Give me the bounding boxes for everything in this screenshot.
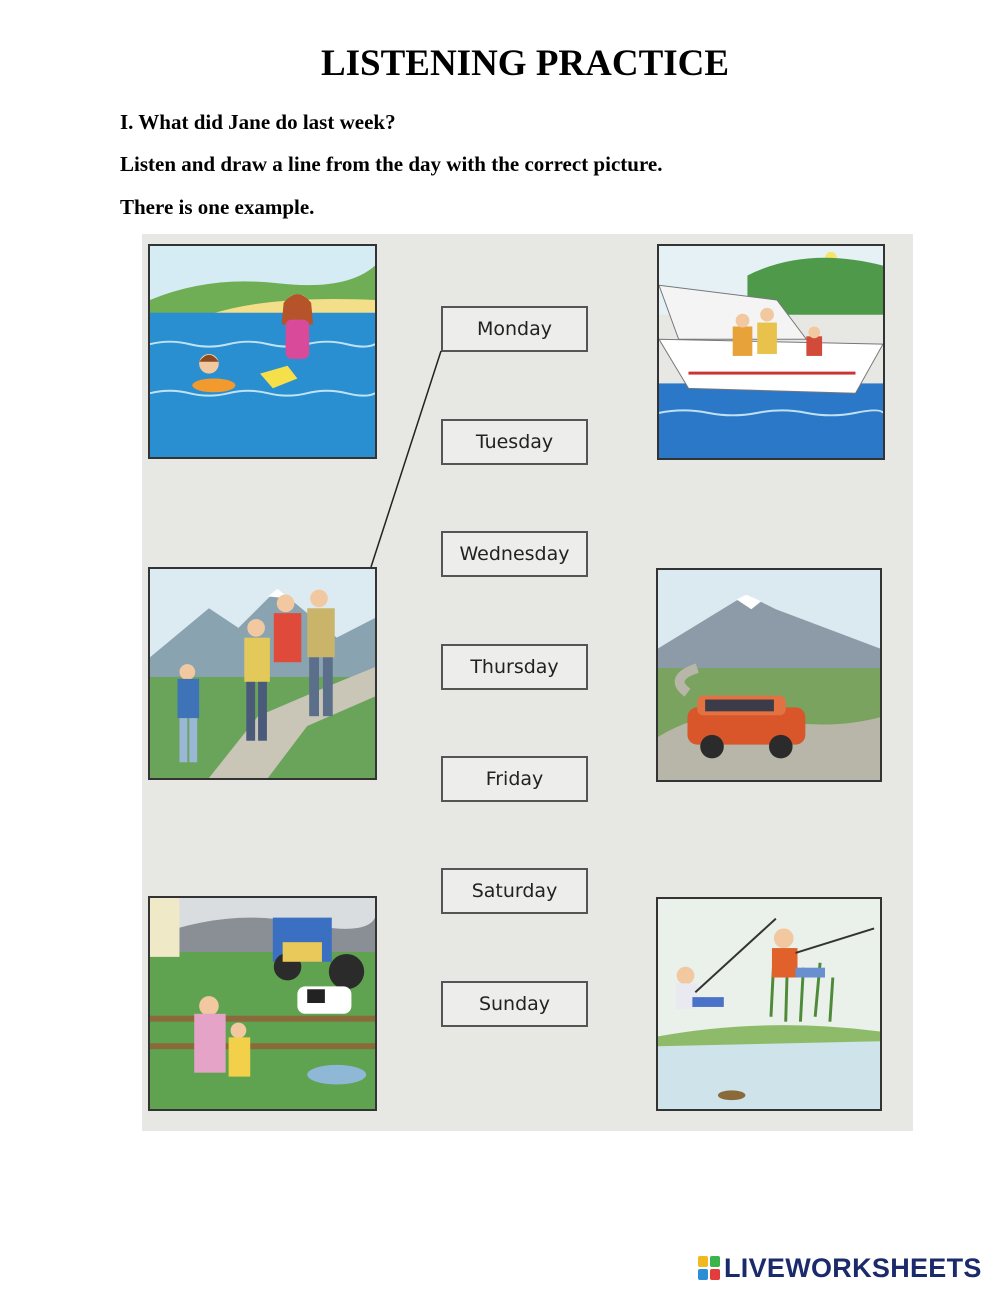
- instruction-question: I. What did Jane do last week?: [120, 110, 396, 134]
- day-box-saturday[interactable]: Saturday: [441, 868, 588, 914]
- logo-square: [710, 1269, 720, 1280]
- day-box-wednesday[interactable]: Wednesday: [441, 531, 588, 577]
- instruction-example: There is one example.: [120, 195, 315, 219]
- instruction-task: Listen and draw a line from the day with the correct picture.: [120, 152, 663, 176]
- fishing-illustration: [658, 899, 880, 1109]
- liveworksheets-brand: [698, 1253, 982, 1283]
- page-title: LISTENING PRACTICE: [320, 43, 730, 84]
- day-box-friday[interactable]: Friday: [441, 756, 588, 802]
- day-box-sunday[interactable]: Sunday: [441, 981, 588, 1027]
- day-box-thursday[interactable]: Thursday: [441, 644, 588, 690]
- brand-text: LIVEWORKSHEETS: [724, 1252, 982, 1283]
- logo-square: [710, 1256, 720, 1267]
- day-box-tuesday[interactable]: Tuesday: [441, 419, 588, 465]
- picture-fishing[interactable]: [656, 897, 882, 1111]
- swimming-illustration: [150, 246, 375, 457]
- hiking-illustration: [150, 569, 375, 778]
- picture-swimming[interactable]: [148, 244, 377, 459]
- farm-illustration: [150, 898, 375, 1109]
- boat-illustration: [659, 246, 883, 458]
- logo-square: [698, 1269, 708, 1280]
- picture-farm[interactable]: [148, 896, 377, 1111]
- car-trip-illustration: [658, 570, 880, 780]
- picture-boat[interactable]: [657, 244, 885, 460]
- picture-car-trip[interactable]: [656, 568, 882, 782]
- day-box-monday[interactable]: Monday: [441, 306, 588, 352]
- picture-hiking[interactable]: [148, 567, 377, 780]
- logo-square: [698, 1256, 708, 1267]
- liveworksheets-logo-icon: [698, 1256, 720, 1280]
